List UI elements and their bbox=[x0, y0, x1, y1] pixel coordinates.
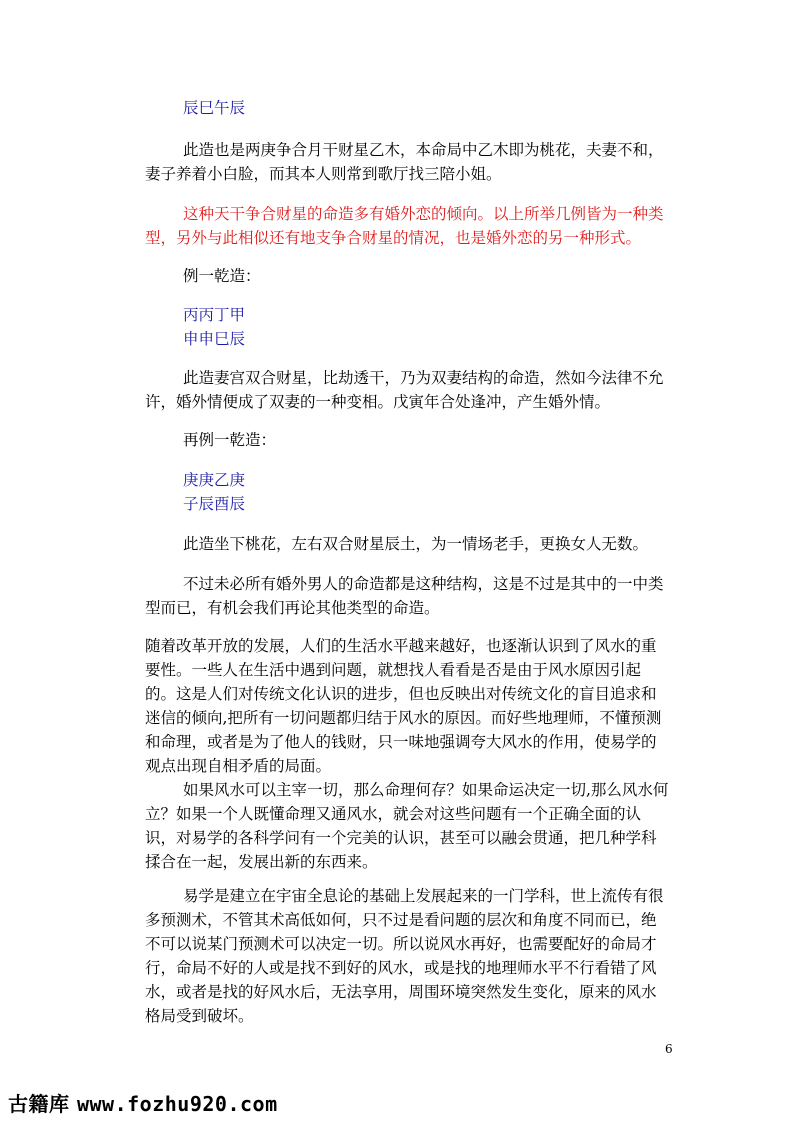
paragraph-text: 这种天干争合财星的命造多有婚外恋的倾向。以上所举几例皆为一种类型，另外与此相似还有地支争合财星的情况，也是婚外恋的另一种形式。 bbox=[145, 205, 664, 247]
paragraph-text: 此造坐下桃花，左右双合财星辰土，为一情场老手，更换女人无数。 bbox=[183, 535, 649, 553]
paragraph-highlight bbox=[145, 202, 670, 250]
paragraph-text: 随着改革开放的发展，人们的生活水平越来越好，也逐渐认识到了风水的重要性。一些人在生活中遇到问题，就想找人看看是否是由于风水原因引起的。这是人们对传统文化认识的进步，但也反映出对传统文化的盲目追求和迷信的倾向,把所有一切问题都归结于风水的原因。而好些地理师，不懂预测和命理，或者是为了他人的钱财，只一味地强调夸大风水的作用，使易学的观点出现自相矛盾的局面。 bbox=[145, 637, 662, 775]
watermark-footer bbox=[8, 1088, 278, 1117]
footer-brand: 古籍库 bbox=[8, 1092, 70, 1116]
example-title: 再例一乾造： bbox=[183, 431, 277, 449]
footer-site: www.fozhu920.com bbox=[76, 1092, 278, 1116]
paragraph bbox=[145, 366, 670, 414]
paragraph bbox=[145, 138, 670, 186]
bazi-line: 辰巳午辰 bbox=[183, 99, 246, 117]
page-number: 6 bbox=[665, 1042, 673, 1056]
paragraph bbox=[145, 572, 670, 620]
paragraph bbox=[145, 532, 670, 556]
paragraph bbox=[145, 884, 670, 1028]
paragraph-text: 易学是建立在宇宙全息论的基础上发展起来的一门学科，世上流传有很多预测术，不管其术高低如何，只不过是看问题的层次和角度不同而已，绝不可以说某门预测术可以决定一切。所以说风水再好，也需要配好的命局才行，命局不好的人或是找不到好的风水，或是找的地理师水平不行看错了风水，或者是找的好风水后，无法享用，周围环境突然发生变化，原来的风水格局受到破坏。 bbox=[145, 887, 664, 1025]
bazi-line: 庚庚乙庚 bbox=[183, 471, 246, 489]
paragraph-text: 此造也是两庚争合月干财星乙木，本命局中乙木即为桃花，夫妻不和，妻子养着小白脸，而其本人则常到歌厅找三陪小姐。 bbox=[145, 141, 664, 183]
bazi-line: 子辰酉辰 bbox=[183, 495, 246, 513]
bazi-line: 丙丙丁甲 bbox=[183, 306, 246, 324]
paragraph-text: 如果风水可以主宰一切，那么命理何存？如果命运决定一切,那么风水何立？如果一个人既懂命理又通风水，就会对这些问题有一个正确全面的认识，对易学的各科学问有一个完美的认识，甚至可以融会贯通，把几种学科揉合在一起，发展出新的东西来。 bbox=[145, 781, 669, 871]
paragraph-text: 此造妻宫双合财星，比劫透干，乃为双妻结构的命造，然如今法律不允许，婚外情便成了双妻的一种变相。戊寅年合处逢冲，产生婚外情。 bbox=[145, 369, 664, 411]
example-title: 例一乾造： bbox=[183, 267, 261, 285]
paragraph bbox=[145, 634, 670, 778]
paragraph bbox=[145, 778, 670, 874]
bazi-line: 申申巳辰 bbox=[183, 330, 246, 348]
paragraph-text: 不过未必所有婚外男人的命造都是这种结构，这是不过是其中的一中类型而已，有机会我们再论其他类型的命造。 bbox=[145, 575, 664, 617]
